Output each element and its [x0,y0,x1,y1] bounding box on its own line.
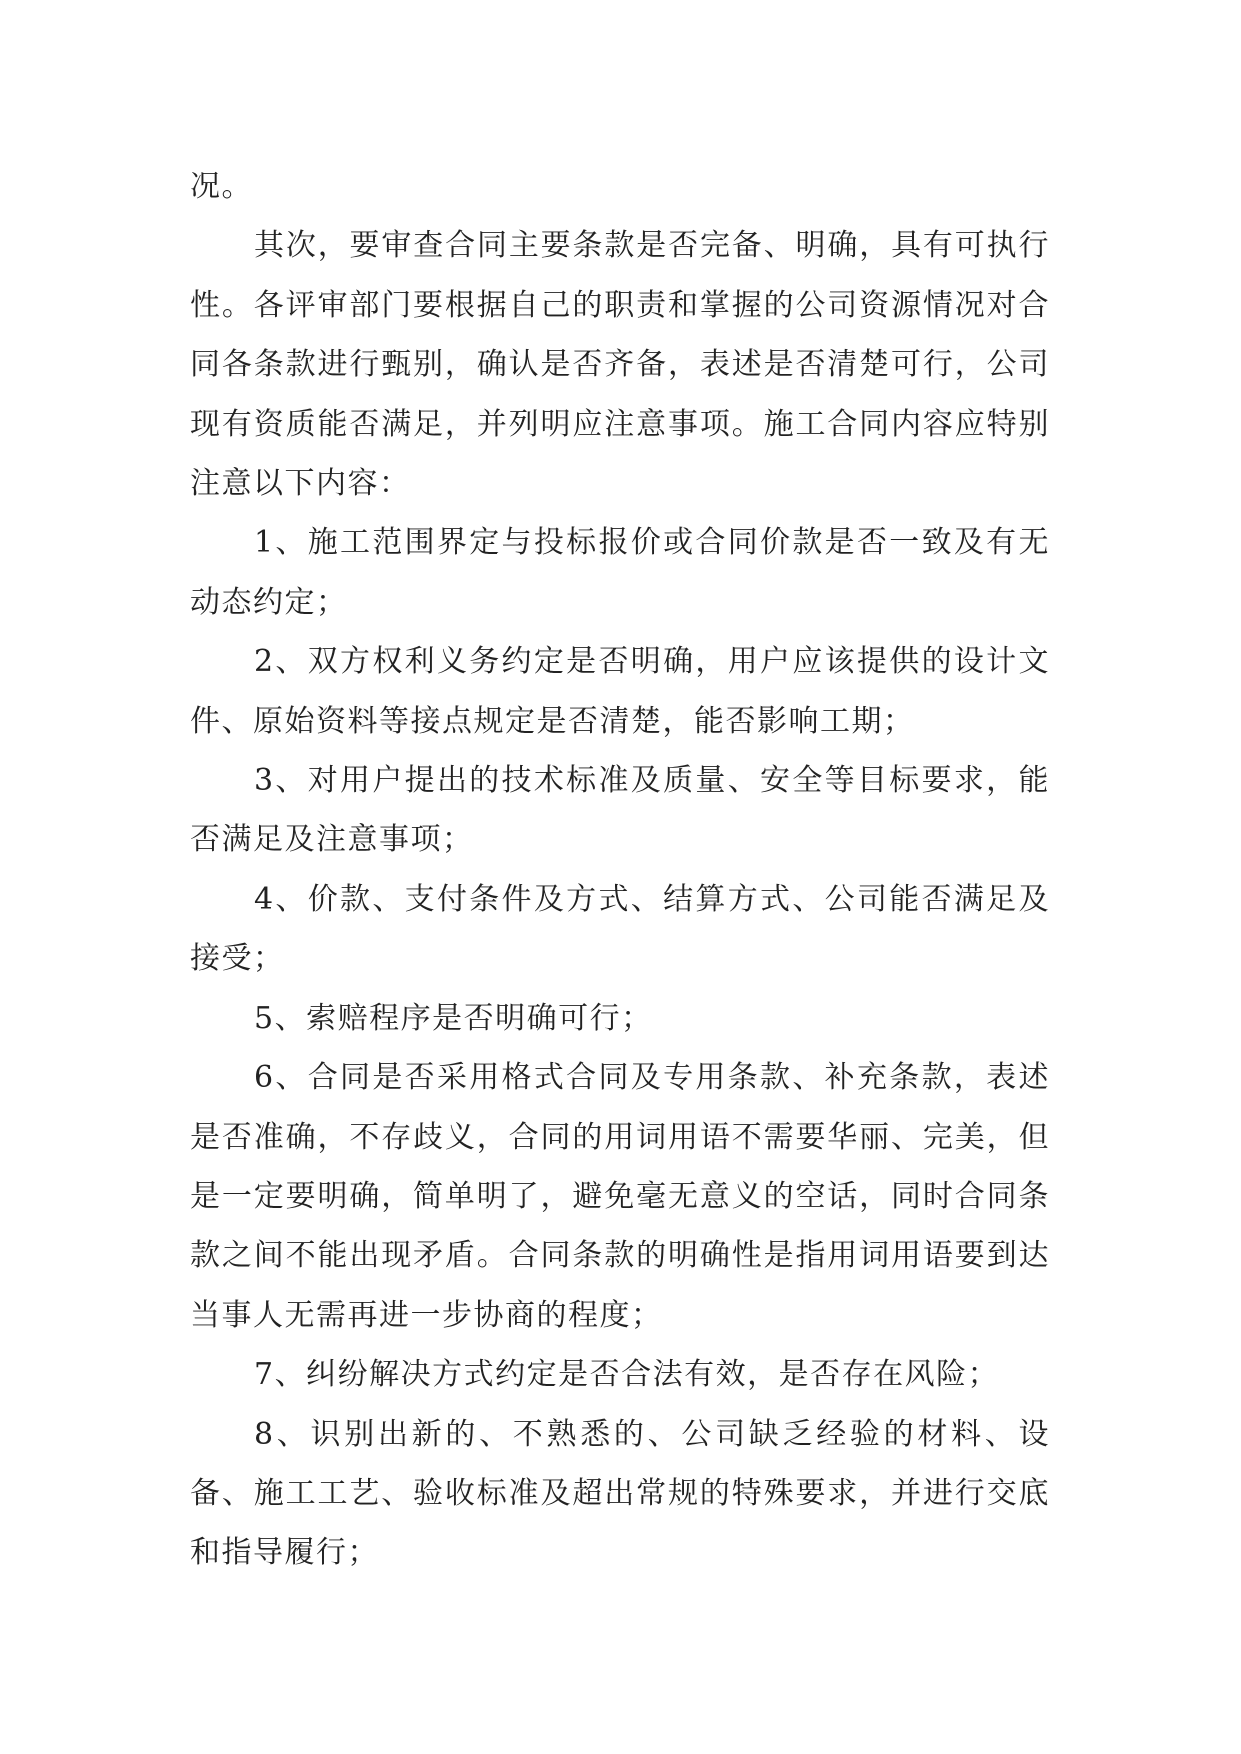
list-item-5: 5、索赔程序是否明确可行； [254,1000,653,1036]
list-item-7: 7、纠纷解决方式约定是否合法有效，是否存在风险； [254,1357,1000,1393]
list-item-1: 1、施工范围界定与投标报价或合同价款是否一致及有无动态约定； [190,525,1050,620]
list-item-6: 6、合同是否采用格式合同及专用条款、补充条款，表述是否准确，不存歧义，合同的用词用语不需要华丽、完美，但是一定要明确，简单明了，避免毫无意义的空话，同时合同条款之间不能出现矛盾。合同条款的明确性是指用词用语要到达当事人无需再进一步协商的程度； [190,1060,1050,1333]
list-item-4: 4、价款、支付条件及方式、结算方式、公司能否满足及接受； [190,881,1050,977]
document-body [190,157,1050,1583]
paragraph-review-terms: 其次，要审查合同主要条款是否完备、明确，具有可执行性。各评审部门要根据自己的职责和掌握的公司资源情况对合同各条款进行甄别，确认是否齐备，表述是否清楚可行，公司现有资质能否满足，并列明应注意事项。施工合同内容应特别注意以下内容： [190,228,1050,502]
paragraph-continuation: 况。 [190,169,253,204]
list-item-2: 2、双方权利义务约定是否明确，用户应该提供的设计文件、原始资料等接点规定是否清楚，能否影响工期； [190,644,1050,739]
list-item-3: 3、对用户提出的技术标准及质量、安全等目标要求，能否满足及注意事项； [190,763,1050,858]
list-item-8: 8、识别出新的、不熟悉的、公司缺乏经验的材料、设备、施工工艺、验收标准及超出常规的特殊要求，并进行交底和指导履行； [190,1416,1050,1571]
